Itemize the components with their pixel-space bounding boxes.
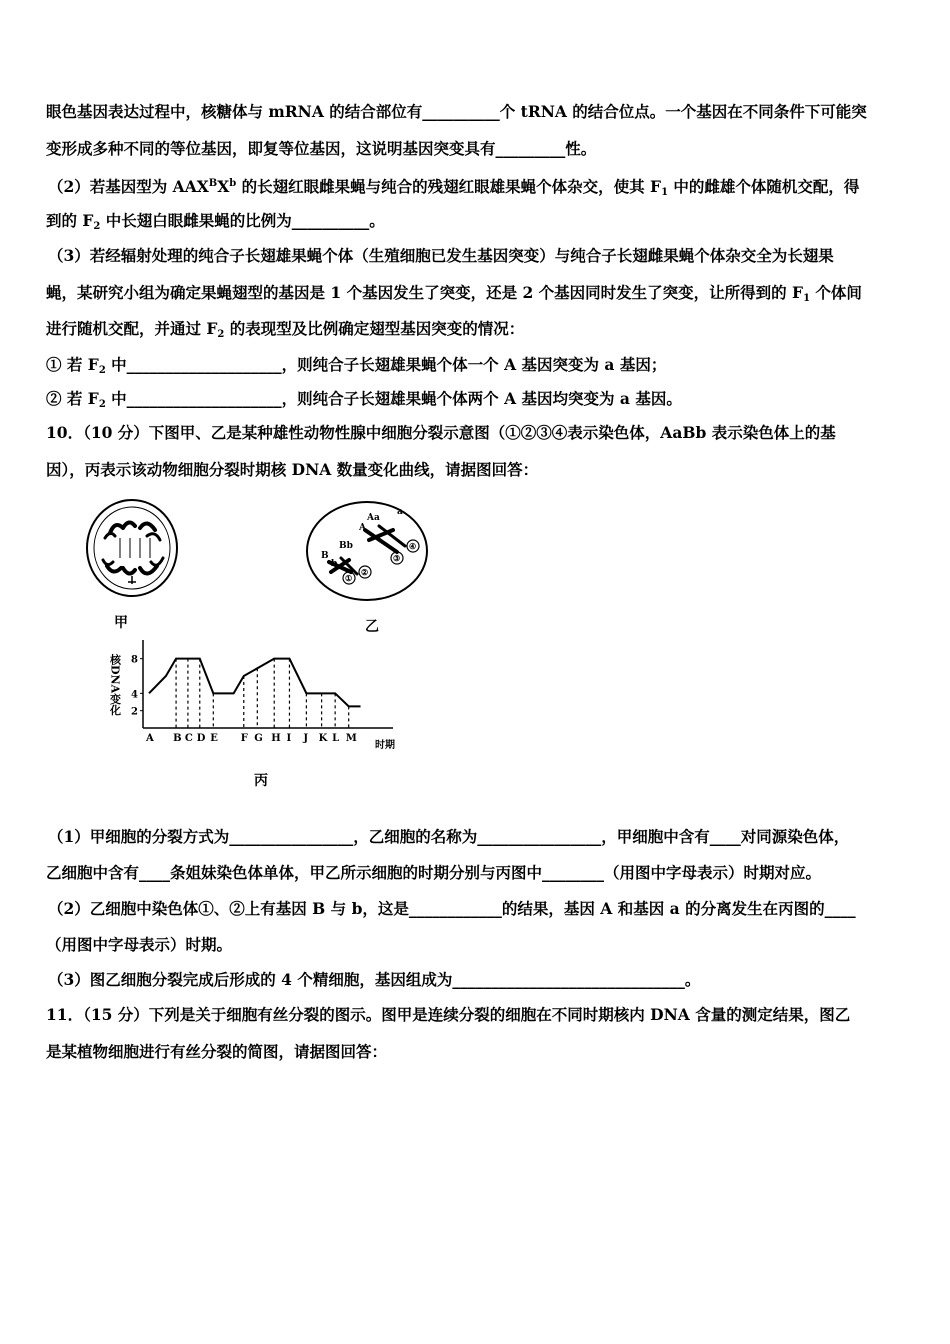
q10-part2-line-1: （2）乙细胞中染色体①、②上有基因 B 与 b，这是____________的结果，基因 A 和基因 a 的分离发生在丙图的____ <box>48 899 856 918</box>
q9-case-1: ① 若 $F_2$ 中____________________，则纯合子长翅雄果蝇个体一个 A 基因突变为 a 基因； <box>46 355 667 376</box>
gene-label-a: a <box>397 507 403 517</box>
cell-yi-figure <box>305 500 430 602</box>
q9-part2-line-2: 到的 $F_2$ 中长翅白眼雌果蝇的比例为__________。 <box>46 211 385 232</box>
q10-part2-line-2: （用图中字母表示）时期。 <box>46 935 233 954</box>
chart-x-tick-label: F <box>240 733 248 744</box>
chart-x-tick-label: M <box>345 733 357 744</box>
q9-part3-line-3: 进行随机交配，并通过 $F_2$ 的表现型及比例确定翅型基因突变的情况： <box>46 319 525 340</box>
q10-stem-line-2: 因），丙表示该动物细胞分裂时期核 DNA 数量变化曲线，请据图回答： <box>46 460 539 479</box>
q9-line-2: 变形成多种不同的等位基因，即复等位基因，这说明基因突变具有_________性。 <box>46 139 597 158</box>
chart-y-tick-label: 4 <box>131 689 138 701</box>
q9-part3-line-1: （3）若经辐射处理的纯合子长翅雄果蝇个体（生殖细胞已发生基因突变）与纯合子长翅雌果蝇个体杂交全为长翅果 <box>48 246 834 265</box>
gene-label-Aa: Aa <box>367 513 380 523</box>
chart-series-line <box>149 659 361 707</box>
q11-stem-line-1: 11．（15 分）下列是关于细胞有丝分裂的图示。图甲是连续分裂的细胞在不同时期核内 DNA 含量的测定结果，图乙 <box>46 1005 851 1024</box>
chart-x-tick-label: C <box>184 733 193 744</box>
q10-part1-line-2: 乙细胞中含有____条姐妹染色体单体，甲乙所示细胞的时期分别与丙图中________（用图中字母表示）时期对应。 <box>46 863 822 882</box>
chart-x-tick-label: A <box>146 733 154 744</box>
chart-x-tick-label: I <box>286 733 292 744</box>
chart-x-axis-label: 时期 <box>375 740 395 751</box>
fig-bing-caption: 丙 <box>254 773 268 789</box>
q11-stem-line-2: 是某植物细胞进行有丝分裂的简图，请据图回答： <box>46 1042 388 1061</box>
chart-x-tick-label: H <box>271 733 281 744</box>
chart-x-tick-label: L <box>332 733 340 744</box>
chart-x-tick-label: G <box>254 733 263 744</box>
chromosome-label-4: ④ <box>409 541 417 551</box>
gene-label-b: b <box>331 559 338 569</box>
chart-y-axis-label: 核DNA变化 <box>108 654 122 716</box>
dna-change-chart <box>105 640 415 760</box>
chart-x-tick-label: B <box>173 733 182 744</box>
chart-y-tick-label: 2 <box>131 706 138 718</box>
fig-yi-caption: 乙 <box>365 619 379 635</box>
chart-x-tick-label: K <box>318 733 328 744</box>
gene-label-B: B <box>321 551 329 561</box>
gene-label-Bb: Bb <box>339 541 353 551</box>
gene-label-A: A <box>359 523 366 533</box>
q9-part2-line-1: （2）若基因型为 $AAX^BX^b$ 的长翅红眼雌果蝇与纯合的残翅红眼雄果蝇个体杂交，使其 $F_1$ 中的雌雄个体随机交配，得 <box>48 177 860 198</box>
chromosome-label-1: ① <box>345 573 353 583</box>
q9-case-2: ② 若 $F_2$ 中____________________，则纯合子长翅雄果蝇个体两个 A 基因均突变为 a 基因。 <box>46 389 682 410</box>
chart-x-tick-label: E <box>210 733 218 744</box>
q9-part3-line-2: 蝇，某研究小组为确定果蝇翅型的基因是 1 个基因发生了突变，还是 2 个基因同时发生了突变，让所得到的 $F_1$ 个体间 <box>46 283 862 304</box>
q10-stem-line-1: 10．（10 分）下图甲、乙是某种雄性动物性腺中细胞分裂示意图（①②③④表示染色体，AaBb 表示染色体上的基 <box>46 423 836 442</box>
q10-part3: （3）图乙细胞分裂完成后形成的 4 个精细胞，基因组成为______________________________。 <box>48 970 701 989</box>
q10-part1-line-1: （1）甲细胞的分裂方式为________________，乙细胞的名称为________________，甲细胞中含有____对同源染色体， <box>48 827 850 846</box>
q9-line-1: 眼色基因表达过程中，核糖体与 mRNA 的结合部位有__________个 tRNA 的结合位点。一个基因在不同条件下可能突 <box>46 102 867 121</box>
chromosome-label-2: ② <box>361 567 369 577</box>
chart-x-tick-label: J <box>303 733 309 744</box>
chromosome-label-3: ③ <box>393 553 401 563</box>
cell-jia-figure <box>85 498 180 598</box>
fig-jia-caption: 甲 <box>114 615 128 631</box>
chart-y-tick-label: 8 <box>131 654 138 666</box>
chart-x-tick-label: D <box>196 733 206 744</box>
